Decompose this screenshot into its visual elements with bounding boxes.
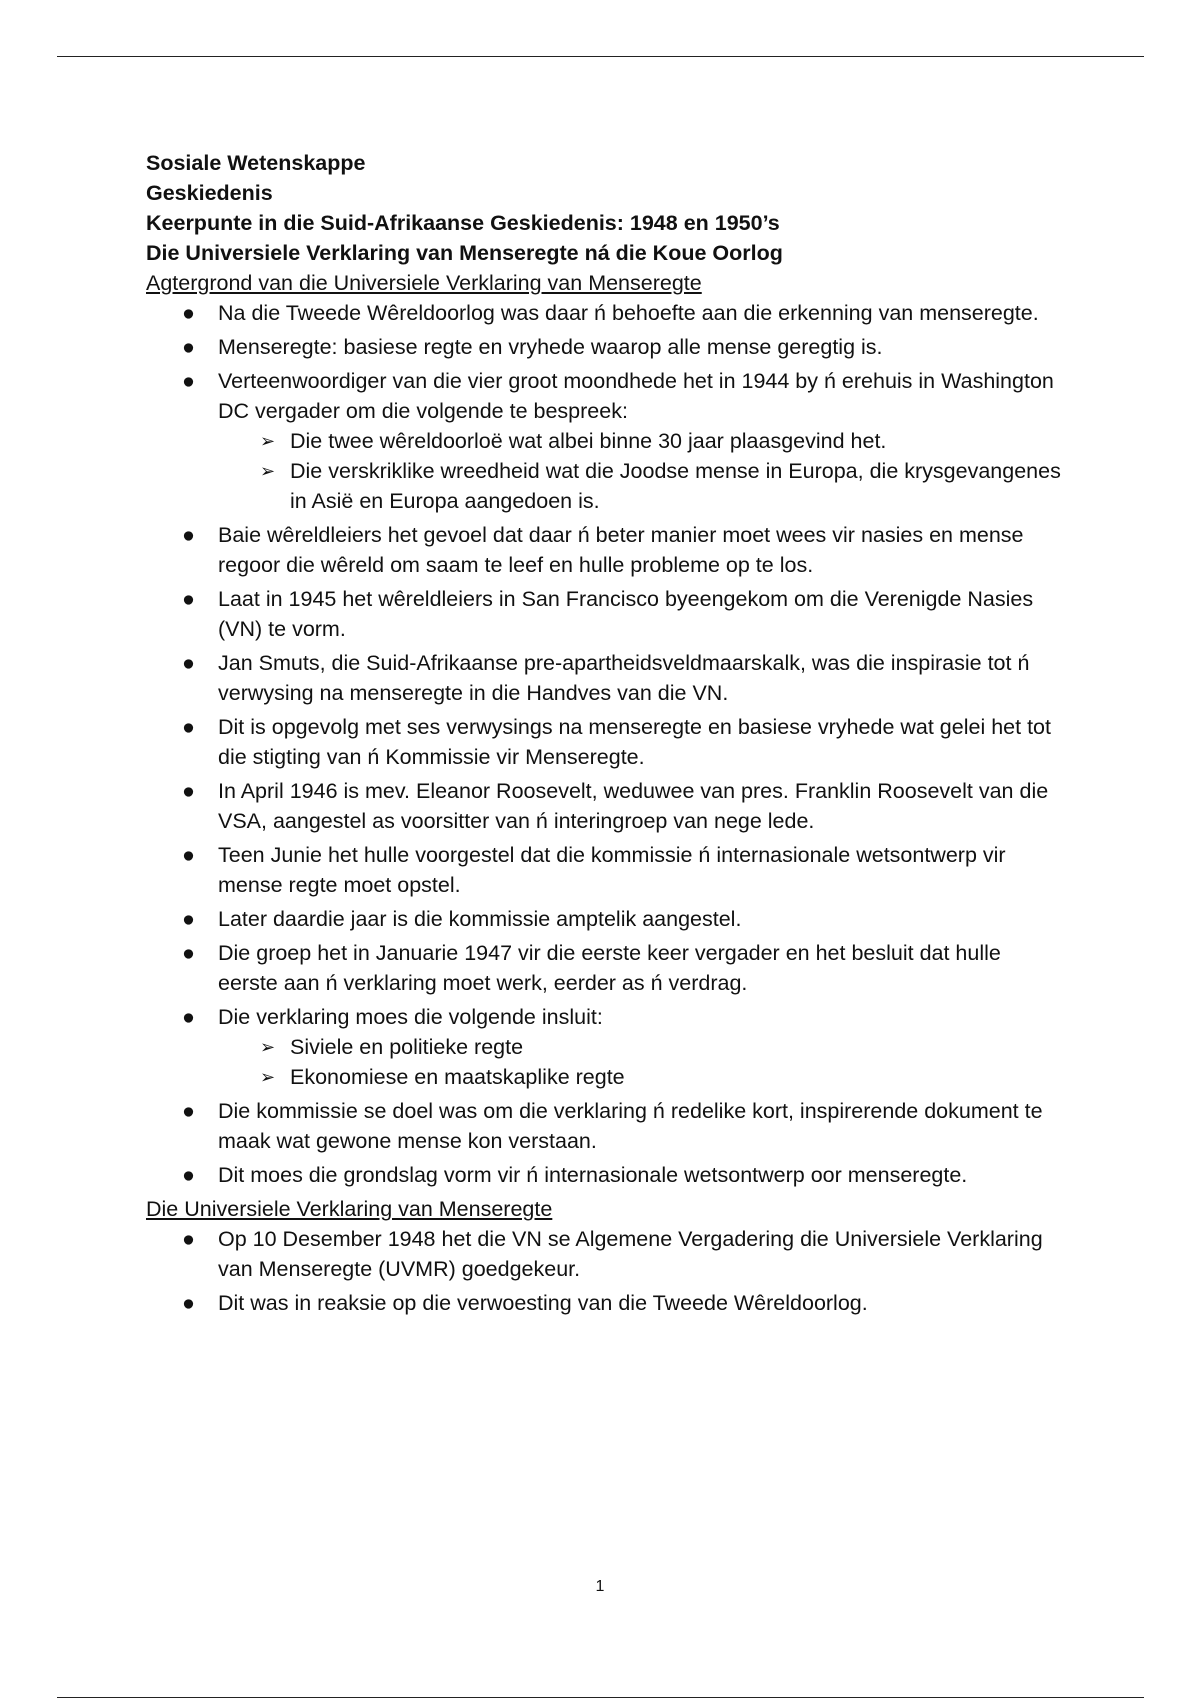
list-item: ● Die kommissie se doel was om die verklaring ń redelike kort, inspirerende dokument te maak wat gewone mense kon verstaan.	[218, 1096, 1066, 1156]
page-number: 1	[595, 1578, 605, 1595]
sub-list-item: ➢ Siviele en politieke regte	[290, 1032, 1066, 1062]
bullet-icon: ●	[182, 1099, 195, 1123]
arrow-bullet-icon: ➢	[260, 461, 276, 481]
heading-topic: Keerpunte in die Suid-Afrikaanse Geskiedenis: 1948 en 1950’s	[146, 211, 780, 235]
list-item: ● Teen Junie het hulle voorgestel dat die kommissie ń internasionale wetsontwerp vir mense regte moet opstel.	[218, 840, 1066, 900]
list-item: ● Dit is opgevolg met ses verwysings na menseregte en basiese vryhede wat gelei het tot die stigting van ń Kommissie vir Menseregte.	[218, 712, 1066, 772]
bullet-icon: ●	[182, 1227, 195, 1251]
heading-course: Geskiedenis	[146, 181, 273, 205]
bullet-icon: ●	[182, 651, 195, 675]
sub-list-item: ➢ Ekonomiese en maatskaplike regte	[290, 1062, 1066, 1092]
bullet-icon: ●	[182, 1163, 195, 1187]
bullet-icon: ●	[182, 1291, 195, 1315]
sub-list-item: ➢ Die verskriklike wreedheid wat die Joodse mense in Europa, die krysgevangenes in Asië en Europa aangedoen is.	[290, 456, 1066, 516]
list-item: ● Baie wêreldleiers het gevoel dat daar ń beter manier moet wees vir nasies en mense regoor die wêreld om saam te leef en hulle probleme op te los.	[218, 520, 1066, 580]
bullet-icon: ●	[182, 779, 195, 803]
list-item: ● Op 10 Desember 1948 het die VN se Algemene Vergadering die Universiele Verklaring van Menseregte (UVMR) goedgekeur.	[218, 1224, 1066, 1284]
bullet-icon: ●	[182, 1005, 195, 1029]
bullet-icon: ●	[182, 301, 195, 325]
declaration-bullet-list	[146, 1224, 1066, 1318]
list-item: ● Die groep het in Januarie 1947 vir die eerste keer vergader en het besluit dat hulle eerste aan ń verklaring moet werk, eerder as ń verdrag.	[218, 938, 1066, 998]
sub-list-item: ➢ Die twee wêreldoorloë wat albei binne 30 jaar plaasgevind het.	[290, 426, 1066, 456]
list-item: ● Later daardie jaar is die kommissie amptelik aangestel.	[218, 904, 1066, 934]
list-item: ● Jan Smuts, die Suid-Afrikaanse pre-apartheidsveldmaarskalk, was die inspirasie tot ń verwysing na menseregte in die Handves van die VN.	[218, 648, 1066, 708]
footer-rule	[57, 1697, 1144, 1698]
bullet-icon: ●	[182, 941, 195, 965]
section-title-declaration: Die Universiele Verklaring van Menseregte	[146, 1197, 553, 1221]
bullet-icon: ●	[182, 843, 195, 867]
document-body	[146, 148, 1066, 1322]
bullet-icon: ●	[182, 335, 195, 359]
section-title-background: Agtergrond van die Universiele Verklaring van Menseregte	[146, 271, 702, 295]
bullet-icon: ●	[182, 523, 195, 547]
heading-title: Die Universiele Verklaring van Menseregte ná die Koue Oorlog	[146, 241, 783, 265]
heading-subject: Sosiale Wetenskappe	[146, 151, 366, 175]
bullet-icon: ●	[182, 715, 195, 739]
list-item: ● Laat in 1945 het wêreldleiers in San Francisco byeengekom om die Verenigde Nasies (VN) te vorm.	[218, 584, 1066, 644]
arrow-bullet-icon: ➢	[260, 431, 276, 451]
list-item: ● Dit was in reaksie op die verwoesting van die Tweede Wêreldoorlog.	[218, 1288, 1066, 1318]
list-item: ● Verteenwoordiger van die vier groot moondhede het in 1944 by ń erehuis in Washington DC vergader om die volgende te bespreek: ➢ Die twee wêreldoorloë wat albei binne 30 jaar plaasgevind het. ➢ Die verskriklike wreedheid wat die Joodse mense in Europa, die krysgevangenes in Asië en Europa aangedoen is.	[218, 366, 1066, 516]
list-item: ● Menseregte: basiese regte en vryhede waarop alle mense geregtig is.	[218, 332, 1066, 362]
header-rule	[57, 56, 1144, 57]
bullet-icon: ●	[182, 369, 195, 393]
background-bullet-list	[146, 298, 1066, 1190]
arrow-bullet-icon: ➢	[260, 1037, 276, 1057]
bullet-icon: ●	[182, 907, 195, 931]
sub-list	[218, 1032, 1066, 1092]
list-item: ● In April 1946 is mev. Eleanor Roosevelt, weduwee van pres. Franklin Roosevelt van die VSA, aangestel as voorsitter van ń interingroep van nege lede.	[218, 776, 1066, 836]
bullet-icon: ●	[182, 587, 195, 611]
list-item: ● Dit moes die grondslag vorm vir ń internasionale wetsontwerp oor menseregte.	[218, 1160, 1066, 1190]
sub-list	[218, 426, 1066, 516]
list-item: ● Die verklaring moes die volgende insluit: ➢ Siviele en politieke regte ➢ Ekonomiese en maatskaplike regte	[218, 1002, 1066, 1092]
list-item: ● Na die Tweede Wêreldoorlog was daar ń behoefte aan die erkenning van menseregte.	[218, 298, 1066, 328]
arrow-bullet-icon: ➢	[260, 1067, 276, 1087]
